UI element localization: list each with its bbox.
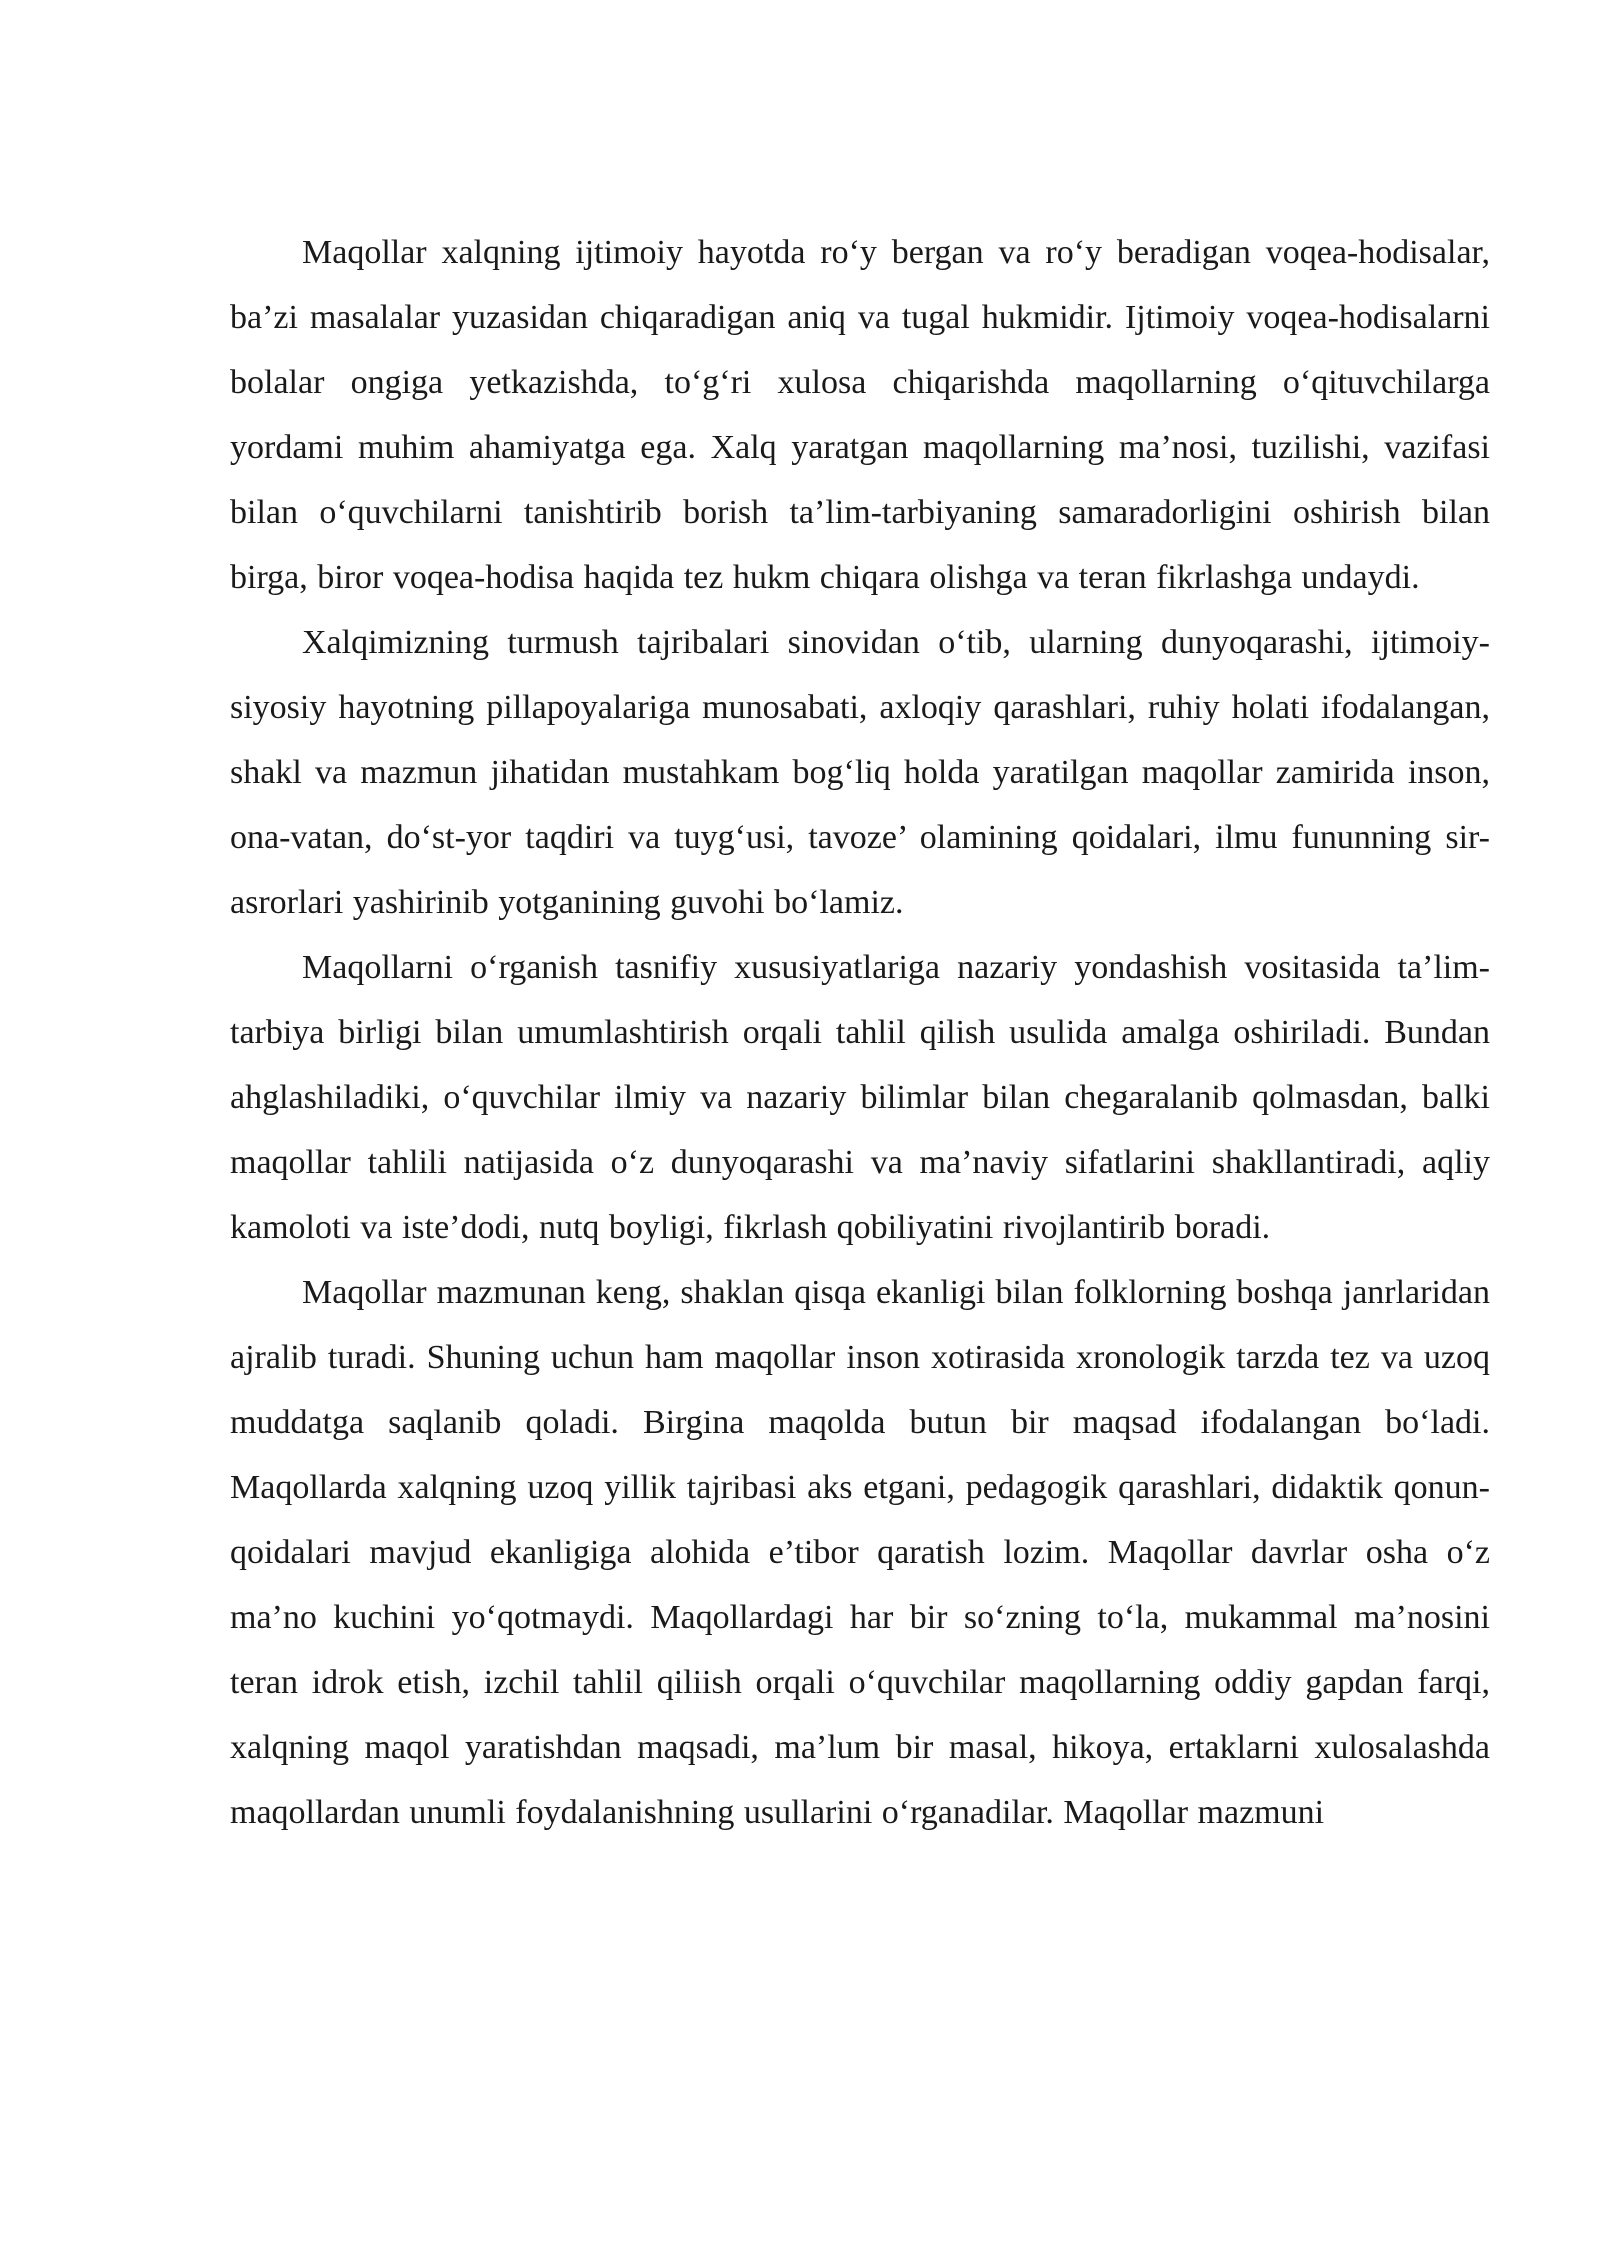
paragraph-4: Maqollar mazmunan keng, shaklan qisqa ekanligi bilan folklorning boshqa janrlaridan ajralib turadi. Shuning uchun ham maqollar inson xotirasida xronologik tarzda tez va uzoq muddatga saqlanib qoladi. Birgina maqolda butun bir maqsad ifodalangan bo‘ladi. Maqollarda xalqning uzoq yillik tajribasi aks etgani, pedagogik qarashlari, didaktik qonun-qoidalari mavjud ekanligiga alohida e’tibor qaratish lozim. Maqollar davrlar osha o‘z ma’no kuchini yo‘qotmaydi. Maqollardagi har bir so‘zning to‘la, mukammal ma’nosini teran idrok etish, izchil tahlil qiliish orqali o‘quvchilar maqollarning oddiy gapdan farqi, xalqning maqol yaratishdan maqsadi, ma’lum bir masal, hikoya, ertaklarni xulosalashda maqollardan unumli foydalanishning usullarini o‘rganadilar. Maqollar mazmuni: [230, 1274, 1490, 1831]
paragraph-3: Maqollarni o‘rganish tasnifiy xususiyatlariga nazariy yondashish vositasida ta’lim-tarbiya birligi bilan umumlashtirish orqali tahlil qilish usulida amalga oshiriladi. Bundan ahglashiladiki, o‘quvchilar ilmiy va nazariy bilimlar bilan chegaralanib qolmasdan, balki maqollar tahlili natijasida o‘z dunyoqarashi va ma’naviy sifatlarini shakllantiradi, aqliy kamoloti va iste’dodi, nutq boyligi, fikrlash qobiliyatini rivojlantirib boradi.: [230, 949, 1490, 1246]
paragraph-2: Xalqimizning turmush tajribalari sinovidan o‘tib, ularning dunyoqarashi, ijtimoiy-siyosiy hayotning pillapoyalariga munosabati, axloqiy qarashlari, ruhiy holati ifodalangan, shakl va mazmun jihatidan mustahkam bog‘liq holda yaratilgan maqollar zamirida inson, ona-vatan, do‘st-yor taqdiri va tuyg‘usi, tavoze’ olamining qoidalari, ilmu fununning sir-asrorlari yashirinib yotganining guvohi bo‘lamiz.: [230, 624, 1490, 921]
paragraph-1: Maqollar xalqning ijtimoiy hayotda ro‘y bergan va ro‘y beradigan voqea-hodisalar, ba’zi masalalar yuzasidan chiqaradigan aniq va tugal hukmidir. Ijtimoiy voqea-hodisalarni bolalar ongiga yetkazishda, to‘g‘ri xulosa chiqarishda maqollarning o‘qituvchilarga yordami muhim ahamiyatga ega. Xalq yaratgan maqollarning ma’nosi, tuzilishi, vazifasi bilan o‘quvchilarni tanishtirib borish ta’lim-tarbiyaning samaradorligini oshirish bilan birga, biror voqea-hodisa haqida tez hukm chiqara olishga va teran fikrlashga undaydi.: [230, 234, 1490, 596]
body-text: [230, 220, 1490, 1845]
